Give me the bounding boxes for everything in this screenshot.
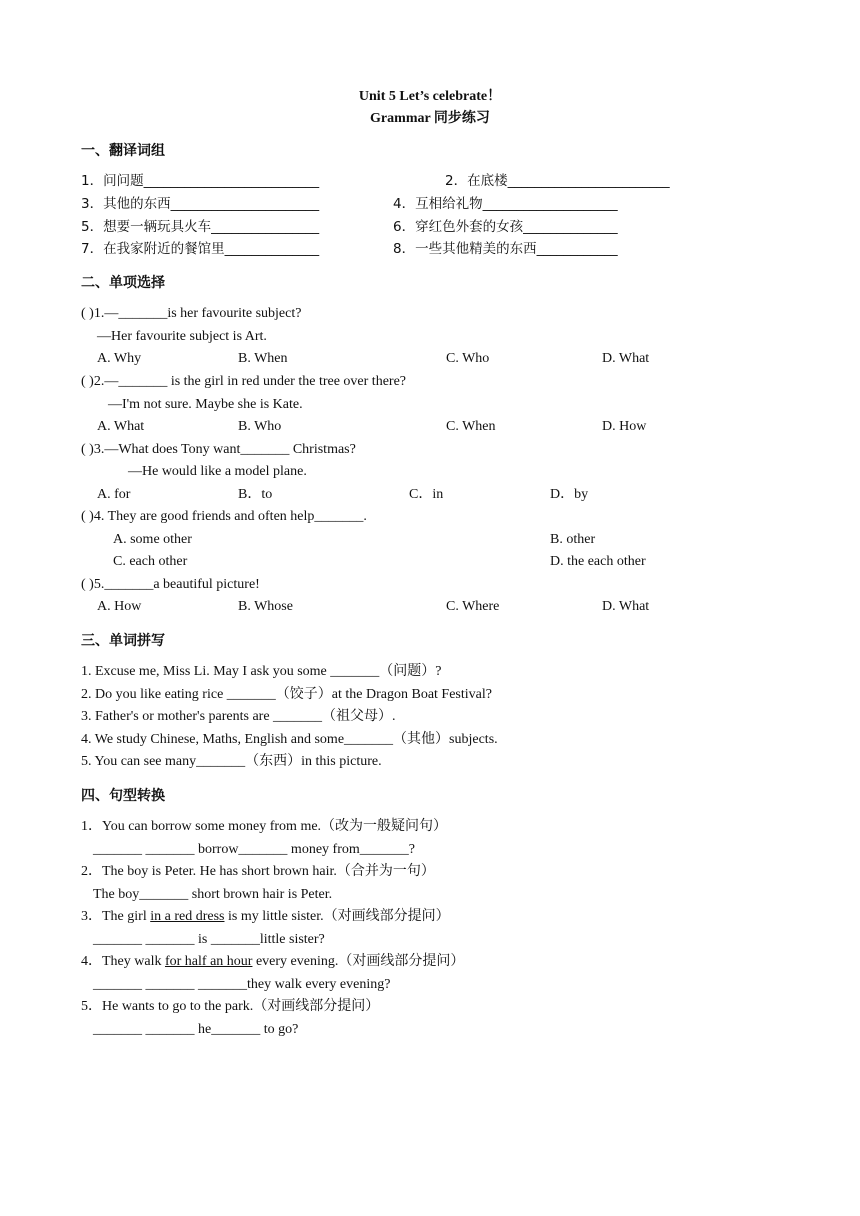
translate-item-7: 7．在我家附近的餐馆里______________ <box>81 241 320 257</box>
spelling-item-1: 1. Excuse me, Miss Li. May I ask you some _______（问题）? <box>81 664 442 679</box>
choice-option: C. When <box>446 419 496 434</box>
transform-item-1: 1．You can borrow some money from me.（改为一般疑问句） <box>81 819 448 834</box>
section-heading-translate: 一、翻译词组 <box>81 143 165 159</box>
choice-option: B. When <box>238 351 288 366</box>
choice-option: A. How <box>97 599 142 614</box>
choice-option: C．in <box>409 487 444 502</box>
spelling-item-3: 3. Father's or mother's parents are _______（祖父母）. <box>81 709 396 724</box>
translate-item-1: 1．问问题__________________________ <box>81 173 320 189</box>
choice-option: A. What <box>97 419 145 434</box>
choice-question-3: ( )3.—What does Tony want_______ Christmas? <box>81 442 356 457</box>
spelling-item-4: 4. We study Chinese, Maths, English and some_______（其他）subjects. <box>81 732 498 747</box>
translate-item-4: 4．互相给礼物____________________ <box>393 196 618 212</box>
section-heading-transform: 四、句型转换 <box>81 788 165 804</box>
choice-option: D．by <box>550 487 589 502</box>
choice-option: D. the each other <box>550 554 646 569</box>
page-subtitle: Grammar 同步练习 <box>370 111 490 126</box>
choice-option: B．to <box>238 487 273 502</box>
section-heading-spelling: 三、单词拼写 <box>81 633 165 649</box>
transform-item-5: 5．He wants to go to the park.（对画线部分提问） <box>81 999 380 1014</box>
translate-item-8: 8．一些其他精美的东西____________ <box>393 241 618 257</box>
choice-option: B. Whose <box>238 599 293 614</box>
transform-item-2: 2．The boy is Peter. He has short brown hair.（合并为一句） <box>81 864 435 879</box>
transform-answer-2: The boy_______ short brown hair is Peter. <box>93 887 333 902</box>
transform-answer-1: _______ _______ borrow_______ money from_______? <box>93 842 415 857</box>
choice-option: B. other <box>550 532 596 547</box>
underlined-phrase: for half an hour <box>164 954 253 969</box>
choice-option: C. Where <box>446 599 500 614</box>
choice-question-4: ( )4. They are good friends and often help_______. <box>81 509 367 524</box>
translate-item-3: 3．其他的东西______________________ <box>81 196 320 212</box>
page-title: Unit 5 Let’s celebrate！ <box>358 89 502 104</box>
transform-answer-5: _______ _______ he_______ to go? <box>93 1022 299 1037</box>
choice-option: C. each other <box>113 554 188 569</box>
translate-item-5: 5．想要一辆玩具火车________________ <box>81 219 320 235</box>
choice-question-2: ( )2.—_______ is the girl in red under the tree over there? <box>81 374 407 389</box>
choice-option: C. Who <box>446 351 490 366</box>
choice-reply-1: —Her favourite subject is Art. <box>97 329 267 344</box>
choice-question-1: ( )1.—_______is her favourite subject? <box>81 306 302 321</box>
spelling-item-5: 5. You can see many_______（东西）in this picture. <box>81 754 382 769</box>
transform-item-4 <box>81 953 464 971</box>
choice-reply-3: —He would like a model plane. <box>128 464 307 479</box>
transform-item-3-pre: 3．The girl <box>81 909 151 924</box>
transform-item-4-post: every evening.（对画线部分提问） <box>252 954 465 969</box>
transform-answer-4: _______ _______ _______they walk every evening? <box>93 977 391 992</box>
choice-question-5: ( )5._______a beautiful picture! <box>81 577 260 592</box>
transform-item-4-pre: 4．They walk <box>81 954 165 969</box>
transform-item-3 <box>81 908 450 926</box>
choice-option: B. Who <box>238 419 282 434</box>
spelling-item-2: 2. Do you like eating rice _______（饺子）at the Dragon Boat Festival? <box>81 687 492 702</box>
underlined-phrase: in a red dress <box>150 909 225 924</box>
section-heading-choice: 二、单项选择 <box>81 275 165 291</box>
translate-item-2: 2．在底楼________________________ <box>445 173 670 189</box>
translate-item-6: 6．穿红色外套的女孩______________ <box>393 219 618 235</box>
choice-option: D. What <box>602 351 650 366</box>
transform-answer-3: _______ _______ is _______little sister? <box>93 932 325 947</box>
transform-item-3-post: is my little sister.（对画线部分提问） <box>224 909 450 924</box>
choice-option: A. some other <box>113 532 192 547</box>
choice-reply-2: —I'm not sure. Maybe she is Kate. <box>108 397 303 412</box>
choice-option: A. for <box>97 487 131 502</box>
choice-option: A. Why <box>97 351 142 366</box>
choice-option: D. How <box>602 419 647 434</box>
choice-option: D. What <box>602 599 650 614</box>
